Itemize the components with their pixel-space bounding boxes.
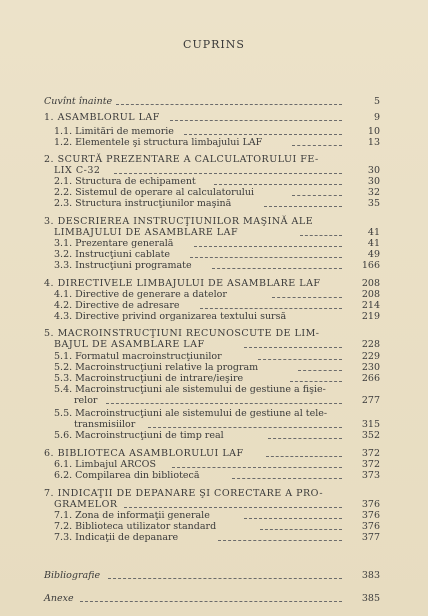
toc-entry xyxy=(44,311,380,323)
toc-entry-page: 372 xyxy=(361,448,380,459)
toc-entry-text: 5. MACROINSTRUCŢIUNI RECUNOSCUTE DE LIM- xyxy=(44,328,320,339)
toc-entry-text: 6.1. Limbajul ARCOS xyxy=(54,459,156,470)
toc-leader xyxy=(292,144,342,146)
toc-entry-text: 5.1. Formatul macroinstrucţiunilor xyxy=(54,351,222,362)
toc-entry-page: 266 xyxy=(361,373,380,384)
toc-leader xyxy=(108,577,342,579)
toc-entry xyxy=(44,395,380,407)
toc-entry-page: 35 xyxy=(367,198,380,209)
toc-leader xyxy=(292,194,342,196)
toc-leader xyxy=(266,455,342,457)
toc-entry-text: 2.2. Sistemul de operare al calculatorului xyxy=(54,187,255,198)
toc-leader xyxy=(184,133,342,135)
toc-entry-page: 352 xyxy=(361,430,380,441)
toc-entry-text: 2.3. Structura instrucţiunilor maşină xyxy=(54,198,232,209)
toc-entry xyxy=(44,593,380,605)
toc-entry-page: 166 xyxy=(361,260,380,271)
toc-entry xyxy=(44,198,380,210)
toc-entry xyxy=(44,96,380,108)
toc-entry-page: 372 xyxy=(361,459,380,470)
toc-entry-text: Bibliografie xyxy=(44,570,101,581)
toc-entry-text: 3.1. Prezentare generală xyxy=(54,238,174,249)
toc-entry xyxy=(44,112,380,124)
toc-entry-text: 3.3. Instrucţiuni programate xyxy=(54,260,192,271)
toc-entry-page: 30 xyxy=(367,176,380,187)
toc-entry-text: 3. DESCRIEREA INSTRUCŢIUNILOR MAŞINĂ ALE xyxy=(44,216,314,227)
toc-entry xyxy=(44,137,380,149)
toc-leader xyxy=(190,256,342,258)
toc-entry-page: 41 xyxy=(367,227,380,238)
toc-entry-page: 228 xyxy=(361,339,380,350)
toc-entry-page: 219 xyxy=(361,311,380,322)
toc-leader xyxy=(116,103,342,105)
toc-entry-text: 2. SCURTĂ PREZENTARE A CALCULATORULUI FE- xyxy=(44,154,319,165)
toc-entry-text: 6. BIBLIOTECA ASAMBLORULUI LAF xyxy=(44,448,244,459)
toc-leader xyxy=(212,267,342,269)
toc-leader xyxy=(214,183,342,185)
toc-entry-page: 385 xyxy=(361,593,380,604)
toc-leader xyxy=(80,600,342,602)
toc-entry xyxy=(44,430,380,442)
toc-entry-text: transmisiilor xyxy=(74,419,136,430)
toc-entry-text: 4.1. Directive de generare a datelor xyxy=(54,289,227,300)
toc-entry-text: 5.2. Macroinstrucţiuni relative la program xyxy=(54,362,259,373)
toc-entry-page: 376 xyxy=(361,499,380,510)
toc-entry xyxy=(44,570,380,582)
toc-leader xyxy=(232,477,342,479)
toc-entry-text: 5.3. Macroinstrucţiuni de intrare/ieşire xyxy=(54,373,244,384)
toc-entry-page: 41 xyxy=(367,238,380,249)
toc-leader xyxy=(264,205,342,207)
toc-entry-page: 315 xyxy=(361,419,380,430)
toc-leader xyxy=(148,426,342,428)
toc-entry-page: 30 xyxy=(367,165,380,176)
toc-entry-text: 5.5. Macroinstrucţiuni ale sistemului de gestiune al tele- xyxy=(54,408,328,419)
toc-entry-page: 377 xyxy=(361,532,380,543)
toc-entry-page: 32 xyxy=(367,187,380,198)
toc-entry xyxy=(44,339,380,351)
toc-leader xyxy=(194,245,342,247)
toc-entry-text: 2.1. Structura de echipament xyxy=(54,176,196,187)
toc-entry-text: Cuvînt înainte xyxy=(44,96,113,107)
toc-entry-text: 7. INDICAŢII DE DEPANARE ŞI CORECTARE A PRO- xyxy=(44,488,324,499)
toc-leader xyxy=(268,437,342,439)
toc-leader xyxy=(260,528,342,530)
toc-entry-text: 1. ASAMBLORUL LAF xyxy=(44,112,160,123)
toc-leader xyxy=(244,517,342,519)
toc-entry-text: 5.4. Macroinstrucţiuni ale sistemului de gestiune a fişie- xyxy=(54,384,326,395)
toc-leader xyxy=(114,172,342,174)
toc-entry-text: relor xyxy=(74,395,98,406)
toc-entry-page: 229 xyxy=(361,351,380,362)
toc-entry-page: 383 xyxy=(361,570,380,581)
toc-entry-page: 9 xyxy=(373,112,380,123)
toc-entry-text: 7.2. Biblioteca utilizator standard xyxy=(54,521,217,532)
toc-entry-page: 373 xyxy=(361,470,380,481)
toc-leader xyxy=(290,380,342,382)
toc-entry-text: 6.2. Compilarea din bibliotecă xyxy=(54,470,200,481)
toc-entry-text: 4.2. Directive de adresare xyxy=(54,300,180,311)
toc-leader xyxy=(170,119,342,121)
toc-entry xyxy=(44,260,380,272)
toc-leader xyxy=(200,307,342,309)
toc-entry-page: 230 xyxy=(361,362,380,373)
toc-entry-text: GRAMELOR xyxy=(54,499,118,510)
toc-leader xyxy=(244,346,342,348)
toc-entry-text: 1.2. Elementele şi structura limbajului LAF xyxy=(54,137,263,148)
toc-entry xyxy=(44,470,380,482)
toc-leader xyxy=(272,296,342,298)
toc-entry-page: 208 xyxy=(361,289,380,300)
toc-entry-page: 10 xyxy=(367,126,380,137)
toc-leader xyxy=(258,358,342,360)
toc-entry-text: 4.3. Directive privind organizarea textului sursă xyxy=(54,311,287,322)
toc-leader xyxy=(172,466,342,468)
toc-entry-page: 13 xyxy=(367,137,380,148)
page-title: CUPRINS xyxy=(183,38,245,51)
toc-entry-text: Anexe xyxy=(44,593,74,604)
toc-leader xyxy=(300,234,342,236)
toc-leader xyxy=(298,369,342,371)
toc-leader xyxy=(124,506,342,508)
toc-entry-text: 5.6. Macroinstrucţiuni de timp real xyxy=(54,430,224,441)
toc-leader xyxy=(106,402,342,404)
toc-entry-text: BAJUL DE ASAMBLARE LAF xyxy=(54,339,205,350)
toc-entry-page: 214 xyxy=(361,300,380,311)
toc-entry-text: LIX C-32 xyxy=(54,165,101,176)
toc-entry-page: 208 xyxy=(361,278,380,289)
toc-entry-text: LIMBAJULUI DE ASAMBLARE LAF xyxy=(54,227,239,238)
toc-entry-page: 376 xyxy=(361,510,380,521)
toc-entry-page: 277 xyxy=(361,395,380,406)
toc-entry-text: 4. DIRECTIVELE LIMBAJULUI DE ASAMBLARE LAF xyxy=(44,278,321,289)
toc-leader xyxy=(218,539,342,541)
toc-entry-text: 7.1. Zona de informaţii generale xyxy=(54,510,210,521)
toc-entry-text: 7.3. Indicaţii de depanare xyxy=(54,532,179,543)
toc-entry-text: 1.1. Limitări de memorie xyxy=(54,126,174,137)
toc-entry-page: 49 xyxy=(367,249,380,260)
toc-entry xyxy=(44,532,380,544)
toc-entry-page: 376 xyxy=(361,521,380,532)
toc-entry-text: 3.2. Instrucţiuni cablate xyxy=(54,249,171,260)
toc-entry-page: 5 xyxy=(373,96,380,107)
